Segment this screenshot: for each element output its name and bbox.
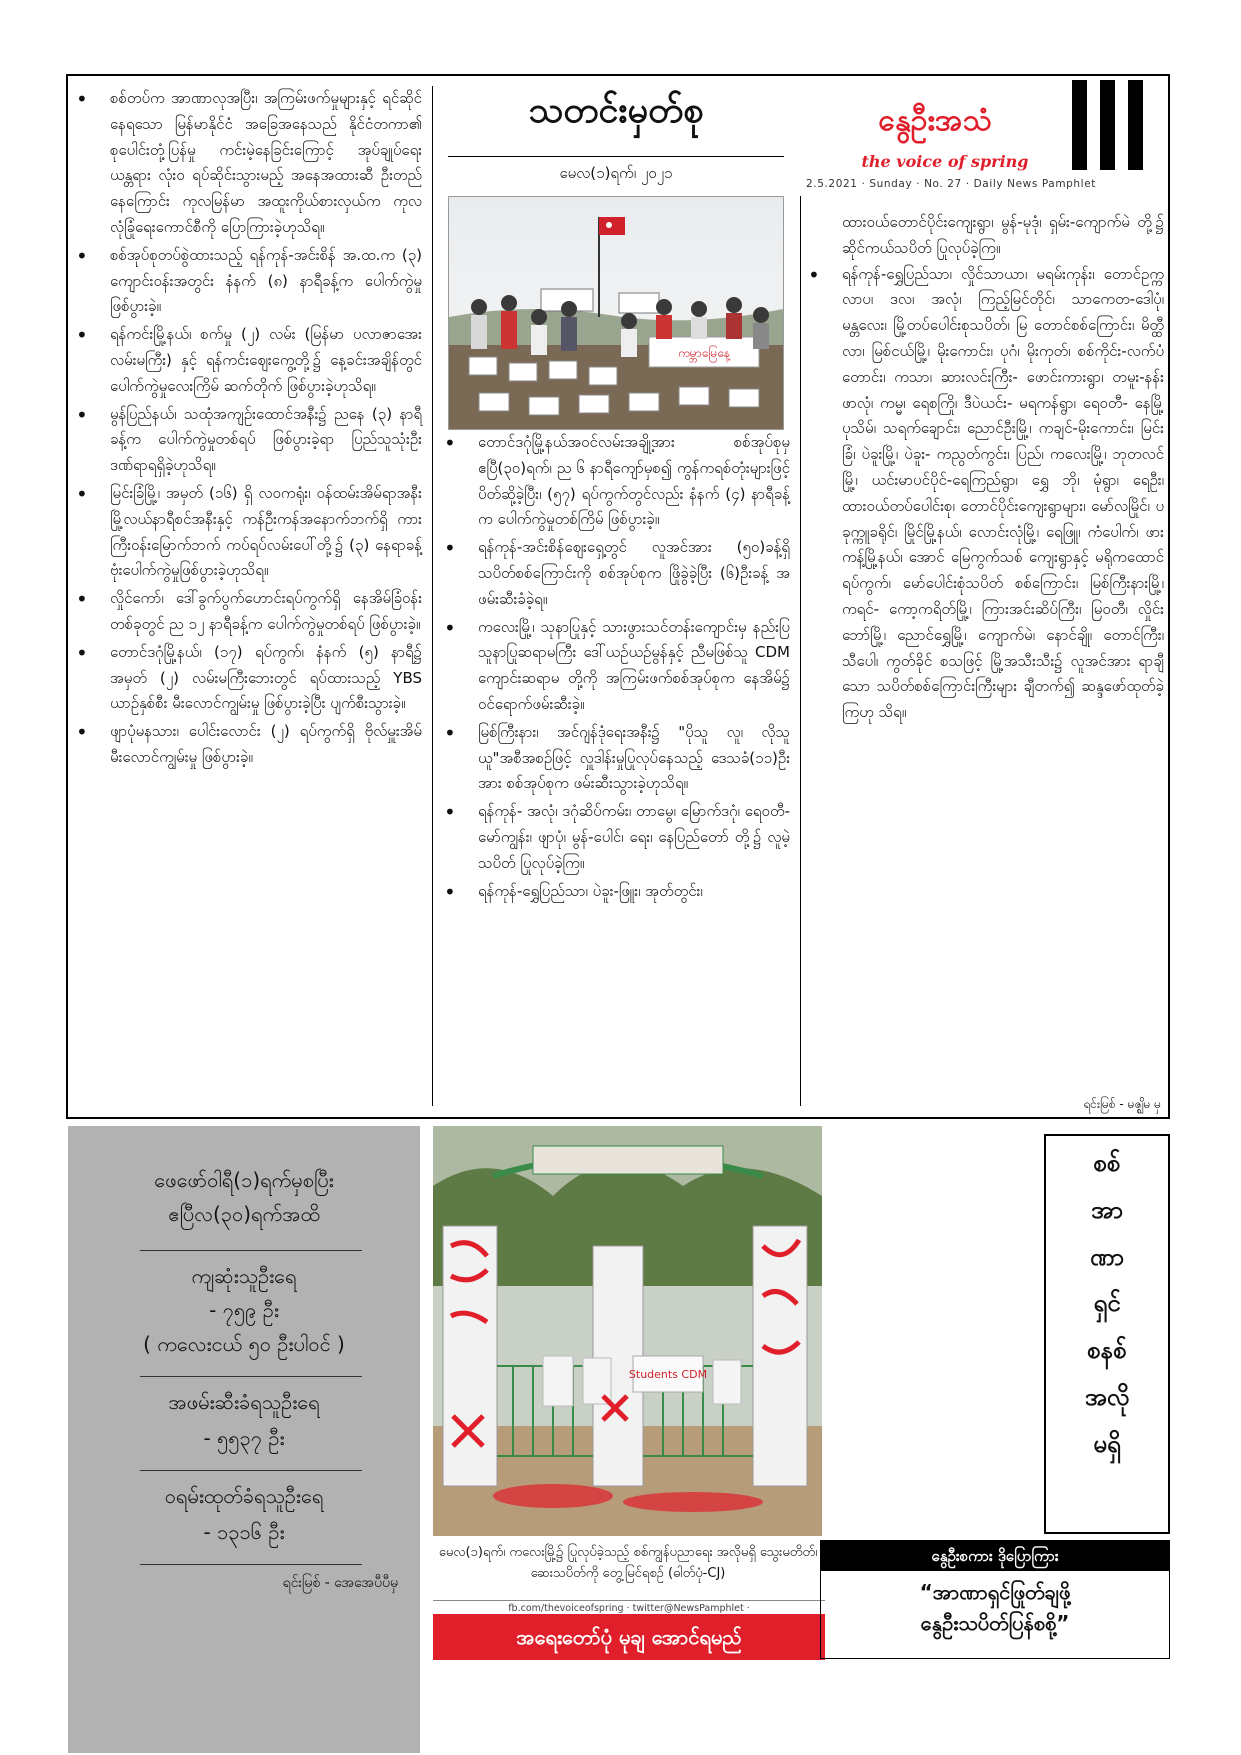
killed-note: ( ကလေးငယ် ၅၀ ဦးပါဝင် )	[143, 1332, 345, 1356]
stats-rule	[140, 1470, 362, 1471]
quote-line: နွေဦးသပိတ်ပြန်စစို့”	[920, 1611, 1070, 1635]
slogan-word: စစ်	[1093, 1149, 1121, 1177]
news-item: • စစ်အုပ်စုတပ်စွဲထားသည့် ရန်ကုန်-အင်းစိန် အ.ထ.က (၃) ကျောင်းဝန်းအတွင်း နံနက် (၈) နာရီခန့်က ပေါက်ကွဲမှုဖြစ်ပွားခဲ့။	[72, 243, 422, 320]
stats-rule	[140, 1250, 362, 1251]
quote-box	[820, 1540, 1170, 1659]
slogan-word: စနစ်	[1087, 1336, 1127, 1365]
school-gate-illustration	[433, 1126, 822, 1536]
title-rule	[448, 156, 784, 157]
school-gate-photo	[433, 1126, 822, 1536]
gate-sign-text: Students CDM	[628, 1368, 708, 1381]
stats-panel	[68, 1126, 420, 1753]
photo-caption: မေလ(၁)ရက်၊ ကလေးမြို့၌ ပြုလုပ်ခဲ့သည့် စစ်ကျွန်ပညာရေး အလိုမရှိ သွေးမတိတ်၊ ဆေးသပိတ်ကို တွေ့မြင်ရစဉ် (ဓါတ်ပုံ-CJ)	[438, 1545, 818, 1582]
slogan-word: ရှင်	[1093, 1289, 1121, 1318]
news-column-2	[440, 430, 790, 906]
column-divider	[432, 86, 433, 1106]
news-item: • ရန်ကင်းမြို့နယ်၊ စက်မှု (၂) လမ်း (မြန်မာ ပလာဇာအေးလမ်းမကြီး) နှင့် ရန်ကင်းဈေးကွေ့တို့၌ နေ့ခင်းအချိန်တွင် ပေါက်ကွဲမှုလေးကြိမ် ဆက်တိုက် ဖြစ်ပွားခဲ့ဟုသိရ။	[72, 322, 422, 399]
news-item: • ရန်ကုန်-အင်းစိန်ဈေးရှေ့တွင် လူအင်အား (၅၀)ခန့်ရှိ သပိတ်စစ်ကြောင်းကို စစ်အုပ်စုက ဖြိုခွဲခဲ့ပြီး (၆)ဦးခန့် အဖမ်းဆီးခံခဲ့ရ။	[440, 535, 790, 612]
news-item-continued: ထားဝယ်တောင်ပိုင်းကျေးရွာ၊ မွန်-မုဒုံ၊ ရှမ်း-ကျောက်မဲ တို့၌ ဆိုင်ကယ်သပိတ် ပြုလုပ်ခဲ့ကြ။	[842, 213, 1164, 257]
warrant-value: - ၁၃၁၆ ဦး	[203, 1520, 285, 1544]
photo1-banner-text: ကမ္ဘာမြေနေ့	[678, 346, 730, 360]
killed-value: - ၇၅၉ ဦး	[209, 1298, 279, 1322]
quote-text	[821, 1577, 1169, 1639]
arrested-value: - ၅၅၃၇ ဦး	[203, 1426, 285, 1450]
brand-tagline: the voice of spring	[861, 152, 1029, 171]
news-item: • ဖျာပုံမနသား၊ ပေါင်းလောင်း (၂) ရပ်ကွက်ရှိ ဗိုလ်မှူးအိမ် မီးလောင်ကျွမ်းမှု ဖြစ်ပွားခဲ့။	[72, 719, 422, 771]
quote-line: “အာဏာရှင်ဖြုတ်ချဖို့	[919, 1580, 1071, 1604]
slogan-word: အာ	[1091, 1195, 1123, 1224]
column-divider	[800, 196, 801, 1106]
stats-period-line1: ဖေဖော်ဝါရီ(၁)ရက်မှစပြီး	[154, 1168, 334, 1192]
stats-rule	[140, 1376, 362, 1377]
news-item: • ရန်ကုန်-ရွှေပြည်သာ၊ လှိုင်သာယာ၊ မရမ်းကုန်း၊ တောင်ဥက္ကလာပ၊ ဒလ၊ အလုံ၊ ကြည့်မြင်တိုင်၊ သာကေတ-ဒေါပုံ၊ မန္တလေး၊ မြို့တပ်ပေါင်းစုသပိတ်၊ မြ တောင်စစ်ကြောင်း၊ မိတ္ထီလာ၊ မြစ်ငယ်မြို့၊ မိုးကောင်း၊ ပုဂံ၊ မိုးကုတ်၊ စစ်ကိုင်း-လက်ပံတောင်း၊ ကသာ၊ ဆားလင်းကြီး- ဖောင်းကားရွာ၊ တမူး-နန်းဖာလုံ၊ ကမ္မ၊ ရေစကြို၊ ဒီပဲယင်း- မရကန်ရွာ၊ ရေဝတီ- နေမြို့ ပုသိမ်၊ သရက်ချောင်း၊ ညောင်ဦးမြို့၊ ကချင်-မိုးကောင်း၊ မြင်းခြံ၊ ပဲခူးမြို့၊ ပဲခူး- ကညွတ်ကွင်း၊ ပြည်၊ ကလေးမြို့၊ ဘုတလင်မြို့၊ ယင်းမာပင်ပိုင်-ရေကြည်ရွာ၊ ရွှေ ဘို၊ မုံရွာ၊ ရေဦး၊ ထားဝယ်တပ်ပေါင်းစု၊ တောင်ပိုင်းကျေးရွာများ၊ မော်လမြိုင်၊ ပခုက္ကူခရိုင်၊ မြိုင်မြို့နယ်၊ လောင်းလုံမြို့၊ ရေဖြူ၊ ကံပေါက်၊ ဖားကန့်မြို့နယ်၊ အောင် မြေကွက်သစ် ကျေးရွာနှင့် မရိုကထောင်ရပ်ကွက်၊ မော်ပေါင်းစုံသပိတ် စစ်ကြောင်း၊ မြစ်ကြီးနားမြို့၊ ကရင်- ကော့ကရိတ်မြို့၊ ကြားအင်းဆိပ်ကြီး၊ မြဝတီ၊ လှိုင်းဘော်မြို့၊ ညောင်ရွှေမြို့၊ ကျောက်မဲ၊ နောင်ချို၊ တောင်ကြီး၊ သီပေါ၊ ကွတ်ခိုင် စသဖြင့် မြို့အသီးသီး၌ လူအင်အား ရာချီသော သပိတ်စစ်ကြောင်းကြီးများ ချီတက်၍ ဆန္ဒဖော်ထုတ်ခဲ့ကြဟု သိရ။	[804, 262, 1164, 726]
news-item: • လှိုင်ကော်၊ ဒေါ်ခွက်ပွက်ဟောင်းရပ်ကွက်ရှိ နေအိမ်ခြံဝန်းတစ်ခုတွင် ည ၁၂ နာရီခန့်က ပေါက်ကွဲမှုတစ်ရပ် ဖြစ်ပွားခဲ့။	[72, 586, 422, 638]
col3-source: ရင်းမြစ် - မဇ္ဈိမ မှ	[1083, 1097, 1161, 1111]
slogan-banner: အရေးတော်ပုံ မုချ အောင်ရမည်	[433, 1614, 825, 1660]
quote-heading: နွေဦးစကား ဒိုပြောကြား	[821, 1541, 1169, 1571]
news-item: • ကလေးမြို့၊ သုနာပြုနှင့် သားဖွားသင်တန်းကျောင်းမှ နည်းပြသူနာပြုဆရာမကြီး ဒေါ်ယဉ်ယဉ်မွန်နှင့် ညီမဖြစ်သူ CDM ကျောင်းဆရာမ တို့ကို အကြမ်းဖက်စစ်အုပ်စုက နေအိမ်၌ ဝင်ရောက်ဖမ်းဆီးခဲ့။	[440, 615, 790, 718]
issue-line: 2.5.2021 · Sunday · No. 27 · Daily News Pamphlet	[806, 178, 1096, 190]
news-item: • ရန်ကုန်-ရွှေပြည်သာ၊ ပဲခူး-ဖြူး၊ အုတ်တွင်း၊	[440, 879, 790, 905]
news-item: • တောင်ဒဂုံမြို့နယ်၊ (၁၇) ရပ်ကွက်၊ နံနက် (၅) နာရီ၌ အမှတ် (၂) လမ်းမကြီးဘေးတွင် ရပ်ထားသည့် YBS ယာဉ်နှစ်စီး မီးလောင်ကျွမ်းမှု ဖြစ်ပွားခဲ့ပြီး ပျက်စီးသွားခဲ့။	[72, 640, 422, 717]
stats-source: ရင်းမြစ် - အေအေပီပီမှ	[282, 1575, 398, 1591]
news-item: • မြစ်ကြီးနား၊ အင်ဂျန်ဒုံရေးအနီး၌ "ပိုသူ လူ၊ လိုသူယူ"အစီအစဉ်ဖြင့် လှူဒါန်းမှုပြုလုပ်နေသည့် ဒေသခံ(၁၁)ဦးအား စစ်အုပ်စုက ဖမ်းဆီးသွားခဲ့ဟုသိရ။	[440, 720, 790, 797]
news-item: • မွန်ပြည်နယ်၊ သထုံအကျဉ်းထောင်အနီး၌ ညနေ (၃) နာရီခန့်က ပေါက်ကွဲမှုတစ်ရပ် ဖြစ်ပွားခဲ့ရာ ပြည်သူသုံးဦး ဒဏ်ရာရရှိခဲ့ဟုသိရ။	[72, 402, 422, 479]
stats-period-line2: ဧပြီလ(၃၀)ရက်အထိ	[168, 1202, 320, 1226]
brand-bars-icon	[1072, 80, 1152, 170]
slogan-word: အလို	[1084, 1382, 1130, 1411]
protest-photo-illustration	[449, 197, 783, 429]
slogan-word: ဏာ	[1089, 1242, 1125, 1271]
news-item: • မြင်းခြံမြို့၊ အမှတ် (၁၆) ရှိ လဝကရုံး၊ ဝန်ထမ်းအိမ်ရာအနီး မြို့လယ်နာရီစင်အနီးနှင့် ကန်ဦးကန်အနောက်ဘက်ရှိ ကားကြီးဝန်းမြောက်ဘက် ကပ်ရပ်လမ်းပေါ်တို့၌ (၃) နေရာခန့် ဗုံးပေါက်ကွဲမှုဖြစ်ပွားခဲ့ဟုသိရ။	[72, 481, 422, 584]
killed-label: ကျဆုံးသူဦးရေ	[191, 1264, 297, 1288]
arrested-label: အဖမ်းဆီးခံရသူဦးရေ	[168, 1390, 320, 1414]
dateline: မေလ(၁)ရက်၊ ၂၀၂၁	[559, 164, 673, 182]
news-column-1	[72, 86, 422, 773]
warrant-label: ဝရမ်းထုတ်ခံရသူဦးရေ	[164, 1484, 324, 1508]
news-item: • ရန်ကုန်- အလုံ၊ ဒဂုံဆိပ်ကမ်း၊ တာမွေ၊ မြောက်ဒဂုံ၊ ရေဝတီ-မော်ကျွန်း၊ ဖျာပုံ၊ မွန်-ပေါင်၊ ရေး၊ နေပြည်တော် တို့၌ လူမဲ့ သပိတ် ပြုလုပ်ခဲ့ကြ။	[440, 799, 790, 876]
news-item: • တောင်ဒဂုံမြို့နယ်အဝင်လမ်းအချို့အား စစ်အုပ်စုမှ ဧပြီ(၃၀)ရက်၊ ည ၆ နာရီကျော်မှစ၍ ကွန်ကရစ်တုံးများဖြင့် ပိတ်ဆို့ခဲ့ပြီး၊ (၅၇) ရပ်ကွက်တွင်လည်း နံနက် (၄) နာရီခန့်က ပေါက်ကွဲမှုတစ်ကြိမ် ဖြစ်ပွားခဲ့။	[440, 430, 790, 533]
protest-photo	[448, 196, 784, 430]
news-column-3	[804, 210, 1164, 728]
page-title: သတင်းမှတ်စု	[528, 89, 704, 131]
stats-rule	[140, 1564, 362, 1565]
brand-logo: နွေဦးအသံ	[878, 103, 992, 138]
vertical-slogan	[1044, 1134, 1170, 1534]
slogan-word: မရှိ	[1093, 1429, 1121, 1458]
social-links: fb.com/thevoiceofspring · twitter@NewsPamphlet ·	[433, 1600, 825, 1625]
news-item: • စစ်တပ်က အာဏာလုအပြီး၊ အကြမ်းဖက်မှုများနှင့် ရင်ဆိုင်နေရသော မြန်မာနိုင်ငံ အခြေအနေသည် နိုင်ငံတကာ၏ စုပေါင်းတုံ့ပြန်မှု ကင်းမဲ့နေခြင်းကြောင့် အုပ်ချုပ်ရေးယန္တရား လုံးဝ ရပ်ဆိုင်းသွားမည့် အနေအထားဆီ ဦးတည်နေကြောင်း ကုလမြန်မာ အထူးကိုယ်စားလှယ်က ကုလလုံခြုံရေးကောင်စီကို ပြောကြားခဲ့ဟုသိရ။	[72, 86, 422, 241]
